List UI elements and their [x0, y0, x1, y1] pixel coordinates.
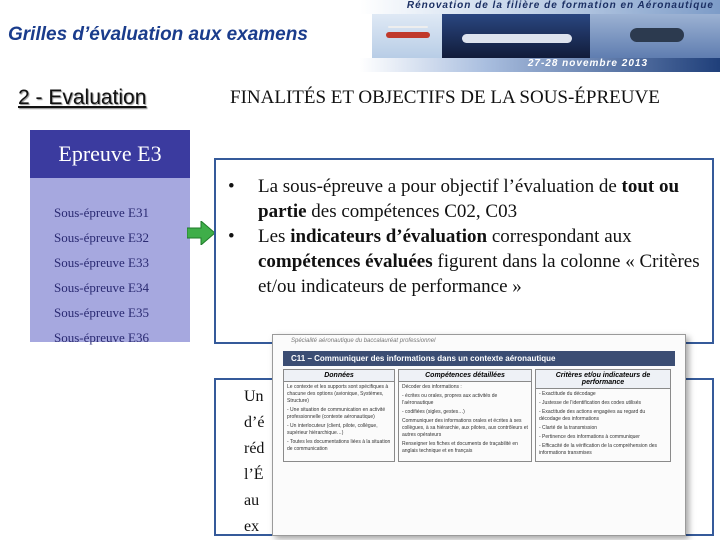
objective-bullet — [228, 224, 704, 299]
sub-epreuve-item: Sous-épreuve E33 — [54, 255, 149, 270]
document-title: Grilles d’évaluation aux examens — [8, 24, 308, 45]
header-photos — [372, 14, 720, 58]
grid-header: C11 – Communiquer des informations dans un contexte aéronautique — [283, 351, 675, 366]
bullet-bold-text: tout ou partie — [258, 176, 680, 222]
grid-line: - Une situation de communication en activité professionnelle (contexte aéronautique) — [287, 407, 386, 420]
top-banner — [360, 0, 720, 14]
evaluation-line: réd — [244, 440, 265, 457]
grid-line: - Toutes les documentations liées à la situation de communication — [287, 439, 391, 452]
grid-column-head: Compétences détaillées — [399, 370, 531, 382]
grid-line: Le contexte et les supports sont spécifiques à chacune des options (avionique, Systèmes, Structure) — [287, 384, 389, 404]
helicopter-photo — [590, 14, 720, 58]
sub-epreuve-item: Sous-épreuve E34 — [54, 280, 149, 295]
grid-caption: Spécialité aéronautique du baccalauréat professionnel — [291, 338, 436, 344]
grid-column-body — [536, 389, 670, 461]
sub-epreuve-item: Sous-épreuve E32 — [54, 230, 149, 245]
evaluation-line: ex — [244, 518, 260, 535]
bullet-bold-text: indicateurs d’évaluation — [290, 226, 488, 247]
objectives-box — [214, 158, 714, 344]
green-arrow-icon — [187, 221, 215, 245]
bullet-text: figurent dans la colonne « Critères et/ou indicateurs de performance » — [258, 251, 700, 297]
grid-line: Renseigner les fiches et documents de traçabilité en anglais technique et en français — [402, 441, 518, 454]
evaluation-line: au — [244, 492, 260, 509]
bullet-glyph: • — [228, 226, 235, 247]
evaluation-line: d’é — [244, 414, 265, 431]
top-banner-text: Rénovation de la filière de formation en Aéronautique — [406, 0, 714, 11]
sub-epreuve-item: Sous-épreuve E31 — [54, 205, 149, 220]
grid-column-body — [399, 382, 531, 459]
small-plane-photo — [372, 14, 442, 58]
grid-column-head: Données — [284, 370, 394, 382]
bullet-text: correspondant aux — [487, 226, 632, 247]
sub-epreuve-list — [30, 178, 190, 350]
airliner-photo — [442, 14, 590, 58]
epreuve-title: Epreuve E3 — [30, 130, 190, 178]
bullet-bold-text: compétences évaluées — [258, 251, 433, 272]
evaluation-line: Un — [244, 388, 264, 405]
grid-line: - Justesse de l’identification des codes utilisés — [539, 400, 641, 406]
objectives-list — [216, 160, 712, 299]
grid-column-donnees — [283, 369, 395, 462]
bullet-glyph: • — [228, 176, 235, 197]
objective-bullet — [228, 174, 704, 224]
grid-line: - Exactitude du décodage — [539, 391, 596, 397]
grid-line: - codifiées (sigles, gestes…) — [402, 409, 465, 415]
grid-line: - Clarté de la transmission — [539, 425, 598, 431]
header-band — [0, 0, 720, 72]
date-banner — [360, 58, 720, 72]
grid-columns — [283, 369, 675, 462]
evaluation-line: l’É — [244, 466, 264, 483]
grid-column-competences — [398, 369, 532, 462]
sub-epreuve-item: Sous-épreuve E36 — [54, 330, 149, 345]
grid-line: Communiquer des informations orales et écrites à ses collègues, à sa hiérarchie, aux pilotes, aux contrôleurs et autres opérateurs — [402, 418, 528, 438]
grid-line: - Exactitude des actions engagées au regard du décodage des informations — [539, 409, 646, 422]
main-title: FINALITÉS ET OBJECTIFS DE LA SOUS-ÉPREUVE — [230, 87, 660, 108]
bullet-text: Les — [258, 226, 291, 247]
grid-line: Décoder des informations : — [402, 384, 462, 390]
bullet-text: La sous-épreuve a pour objectif l’évaluation de — [258, 176, 622, 197]
date-banner-text: 27-28 novembre 2013 — [527, 58, 648, 69]
grid-line: - Un interlocuteur (client, pilote, collègue, supérieur hiérarchique…) — [287, 423, 378, 436]
grid-line: - Efficacité de la vérification de la compréhension des informations transmises — [539, 443, 658, 456]
epreuve-panel — [30, 130, 190, 345]
competence-grid-image — [272, 334, 686, 536]
grid-column-criteres — [535, 369, 671, 462]
grid-column-body — [284, 382, 394, 457]
grid-line: - Pertinence des informations à communiquer — [539, 434, 640, 440]
section-title: 2 - Evaluation — [18, 86, 147, 109]
sub-epreuve-item: Sous-épreuve E35 — [54, 305, 149, 320]
grid-column-head: Critères et/ou indicateurs de performance — [536, 370, 670, 389]
evaluation-text — [244, 384, 264, 536]
grid-line: - écrites ou orales, propres aux activités de l’aéronautique — [402, 393, 498, 406]
bullet-text: des compétences C02, C03 — [306, 201, 518, 222]
